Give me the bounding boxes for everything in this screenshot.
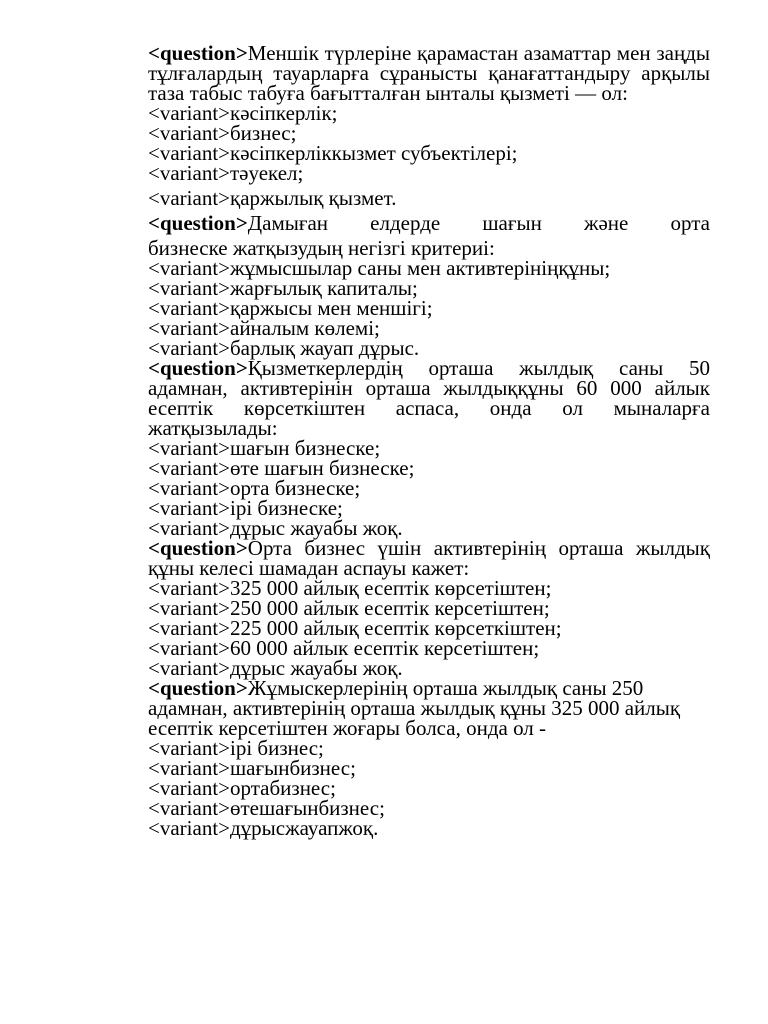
question-tag: <question>: [148, 41, 248, 65]
variant-1-1: <variant>кәсіпкерлік;: [148, 101, 338, 125]
question-tag: <question>: [148, 211, 248, 235]
variant-3-1: <variant>шағын бизнеске;: [148, 436, 381, 460]
variant-4-1: <variant>325 000 айлық есептік көрсетіштен;: [148, 576, 552, 600]
variant-5-5: <variant>дұрысжауапжоқ.: [148, 816, 379, 840]
variant-2-1: <variant>жұмысшылар саны мен активтерініңқұны;: [148, 256, 611, 280]
question-2: [148, 213, 710, 233]
question-text: Қызметкерлердің орташа жылдық саны 50 адамнан, активтерінін орташа жылдыққұны 60 000 айлык есептік көрсеткіштен аспаса, онда ол мыналарға жатқызылады:: [148, 356, 710, 440]
variant-1-5: <variant>қаржылық қызмет.: [148, 186, 397, 210]
variant-3-2: <variant>өте шағын бизнеске;: [148, 456, 415, 480]
question-4: [148, 538, 710, 578]
variant-2-5: <variant>барлық жауап дұрыс.: [148, 336, 420, 360]
variant-4-4: <variant>60 000 айлык есептік керсетіштен;: [148, 636, 540, 660]
variant-1-4: <variant>тәуекел;: [148, 161, 304, 185]
variant-3-3: <variant>орта бизнеске;: [148, 476, 361, 500]
variant-3-5: <variant>дұрыс жауабы жоқ.: [148, 516, 403, 540]
question-1: [148, 43, 710, 103]
variant-5-2: <variant>шағынбизнес;: [148, 756, 356, 780]
question-text: Меншік түрлеріне қарамастан азаматтар мен заңды тұлғалардың тауарларға сұранысты қанағаттандыру арқылы таза табыс табуға бағытталған ынталы қызметі — ол:: [148, 41, 710, 105]
question-tag: <question>: [148, 356, 248, 380]
question-text: Орта бизнес үшін активтерінің орташа жылдық құны келесі шамадан аспауы кажет:: [148, 536, 710, 580]
variant-1-3: <variant>кәсіпкерліккызмет субъектілері;: [148, 141, 518, 165]
question-5: [148, 678, 700, 738]
question-text-line2: бизнеске жатқызудың негізгі критериі:: [148, 236, 495, 260]
variant-4-3: <variant>225 000 айлық есептік көрсеткіштен;: [148, 616, 562, 640]
question-3: [148, 358, 710, 438]
question-text-line1: Дамыған елдерде шағын және орта: [247, 211, 710, 235]
variant-2-3: <variant>қаржысы мен меншігі;: [148, 296, 433, 320]
variant-3-4: <variant>ірі бизнеске;: [148, 496, 343, 520]
variant-5-4: <variant>өтешағынбизнес;: [148, 796, 385, 820]
document-page: [148, 43, 710, 838]
question-text: Жұмыскерлерінің орташа жылдық саны 250 адамнан, активтерінің орташа жылдық құны 325 000 айлық есептік керсетіштен жоғары болса, онда ол -: [148, 676, 681, 740]
variant-1-2: <variant>бизнес;: [148, 121, 297, 145]
variant-2-2: <variant>жарғылық капиталы;: [148, 276, 418, 300]
variant-4-2: <variant>250 000 айлык есептік керсетіштен;: [148, 596, 550, 620]
variant-4-5: <variant>дұрыс жауабы жоқ.: [148, 656, 403, 680]
variant-5-1: <variant>ірі бизнес;: [148, 736, 324, 760]
variant-5-3: <variant>ортабизнес;: [148, 776, 336, 800]
variant-2-4: <variant>айналым көлемі;: [148, 316, 380, 340]
question-tag: <question>: [148, 676, 248, 700]
question-tag: <question>: [148, 536, 248, 560]
